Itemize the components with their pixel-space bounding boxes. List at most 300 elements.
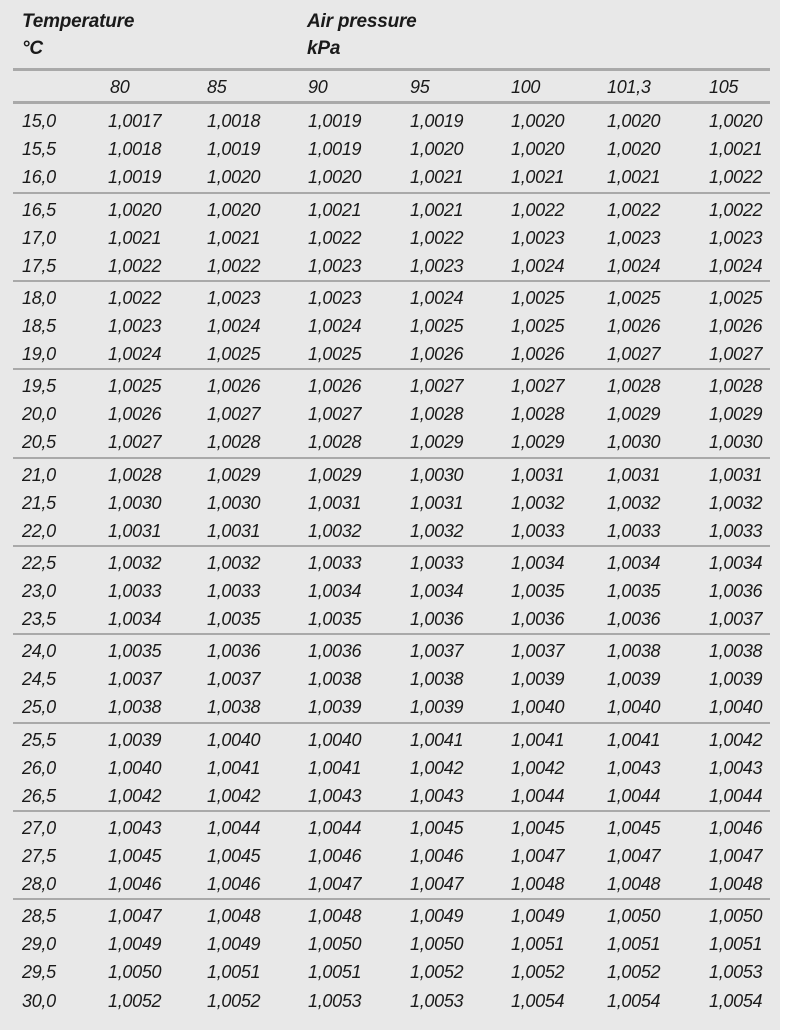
temperature-cell: 16,0 [22, 167, 56, 188]
table-row [0, 782, 780, 810]
value-cell: 1,0039 [410, 697, 464, 718]
value-cell: 1,0043 [308, 786, 362, 807]
value-cell: 1,0036 [511, 609, 565, 630]
value-cell: 1,0024 [709, 256, 763, 277]
temperature-cell: 24,5 [22, 669, 56, 690]
value-cell: 1,0032 [607, 493, 661, 514]
value-cell: 1,0036 [308, 641, 362, 661]
value-cell: 1,0033 [410, 553, 464, 573]
value-cell: 1,0032 [709, 493, 763, 514]
value-cell: 1,0021 [207, 228, 261, 249]
value-cell: 1,0043 [410, 786, 464, 807]
temperature-cell: 18,0 [22, 288, 56, 308]
value-cell: 1,0022 [108, 288, 162, 308]
value-cell: 1,0048 [607, 874, 661, 895]
value-cell: 1,0031 [207, 521, 261, 542]
value-cell: 1,0051 [308, 962, 362, 983]
value-cell: 1,0025 [511, 288, 565, 308]
group-divider [13, 368, 770, 370]
value-cell: 1,0018 [207, 111, 261, 131]
column-header: 95 [410, 77, 430, 97]
table-row [0, 605, 780, 633]
group-divider [13, 192, 770, 194]
temperature-cell: 21,0 [22, 465, 56, 485]
temperature-cell: 23,5 [22, 609, 56, 630]
value-cell: 1,0052 [607, 962, 661, 983]
value-cell: 1,0051 [207, 962, 261, 983]
value-cell: 1,0028 [108, 465, 162, 485]
value-cell: 1,0036 [207, 641, 261, 661]
value-cell: 1,0021 [410, 167, 464, 188]
value-cell: 1,0047 [709, 846, 763, 867]
value-cell: 1,0034 [511, 553, 565, 573]
value-cell: 1,0030 [207, 493, 261, 514]
value-cell: 1,0027 [108, 432, 162, 453]
table-row [0, 135, 780, 163]
value-cell: 1,0027 [607, 344, 661, 365]
value-cell: 1,0026 [308, 376, 362, 396]
value-cell: 1,0040 [709, 697, 763, 718]
table-row [0, 665, 780, 693]
temperature-cell: 22,5 [22, 553, 56, 573]
value-cell: 1,0034 [308, 581, 362, 602]
value-cell: 1,0044 [308, 818, 362, 838]
value-cell: 1,0031 [410, 493, 464, 514]
value-cell: 1,0043 [709, 758, 763, 779]
group-divider [13, 280, 770, 282]
table-row [0, 163, 780, 191]
temperature-cell: 22,0 [22, 521, 56, 542]
value-cell: 1,0041 [308, 758, 362, 779]
value-cell: 1,0039 [607, 669, 661, 690]
value-cell: 1,0044 [709, 786, 763, 807]
value-cell: 1,0020 [410, 139, 464, 160]
value-cell: 1,0021 [410, 200, 464, 220]
value-cell: 1,0017 [108, 111, 162, 131]
value-cell: 1,0026 [607, 316, 661, 337]
value-cell: 1,0037 [207, 669, 261, 690]
value-cell: 1,0032 [511, 493, 565, 514]
temperature-cell: 25,0 [22, 697, 56, 718]
value-cell: 1,0025 [410, 316, 464, 337]
value-cell: 1,0036 [709, 581, 763, 602]
value-cell: 1,0033 [607, 521, 661, 542]
value-cell: 1,0020 [607, 139, 661, 160]
value-cell: 1,0044 [511, 786, 565, 807]
table-row [0, 517, 780, 545]
group-divider [13, 545, 770, 547]
value-cell: 1,0049 [511, 906, 565, 926]
value-cell: 1,0028 [207, 432, 261, 453]
value-cell: 1,0025 [607, 288, 661, 308]
value-cell: 1,0030 [108, 493, 162, 514]
value-cell: 1,0047 [410, 874, 464, 895]
table-row [0, 693, 780, 721]
value-cell: 1,0027 [207, 404, 261, 425]
table-row [0, 814, 780, 842]
value-cell: 1,0021 [709, 139, 763, 160]
value-cell: 1,0033 [709, 521, 763, 542]
temperature-cell: 24,0 [22, 641, 56, 661]
value-cell: 1,0023 [511, 228, 565, 249]
value-cell: 1,0030 [410, 465, 464, 485]
pressure-label: Air pressure [307, 11, 417, 32]
table-row [0, 400, 780, 428]
table-row [0, 870, 780, 898]
value-cell: 1,0019 [108, 167, 162, 188]
value-cell: 1,0027 [308, 404, 362, 425]
value-cell: 1,0019 [207, 139, 261, 160]
value-cell: 1,0048 [207, 906, 261, 926]
value-cell: 1,0019 [308, 139, 362, 160]
value-cell: 1,0040 [511, 697, 565, 718]
value-cell: 1,0034 [410, 581, 464, 602]
value-cell: 1,0033 [308, 553, 362, 573]
temperature-cell: 17,5 [22, 256, 56, 277]
temperature-label: Temperature [22, 11, 135, 32]
columns-rule [13, 101, 770, 104]
value-cell: 1,0048 [709, 874, 763, 895]
value-cell: 1,0022 [207, 256, 261, 277]
value-cell: 1,0030 [607, 432, 661, 453]
table-row [0, 312, 780, 340]
value-cell: 1,0043 [108, 818, 162, 838]
value-cell: 1,0029 [308, 465, 362, 485]
column-header: 80 [110, 77, 130, 97]
value-cell: 1,0049 [108, 934, 162, 955]
value-cell: 1,0053 [709, 962, 763, 983]
value-cell: 1,0029 [709, 404, 763, 425]
value-cell: 1,0026 [410, 344, 464, 365]
value-cell: 1,0041 [607, 730, 661, 750]
value-cell: 1,0020 [511, 111, 565, 131]
value-cell: 1,0031 [709, 465, 763, 485]
value-cell: 1,0043 [607, 758, 661, 779]
value-cell: 1,0025 [709, 288, 763, 308]
table-row [0, 987, 780, 1015]
value-cell: 1,0045 [607, 818, 661, 838]
table-row [0, 224, 780, 252]
temperature-cell: 28,5 [22, 906, 56, 926]
value-cell: 1,0038 [607, 641, 661, 661]
value-cell: 1,0046 [207, 874, 261, 895]
value-cell: 1,0041 [207, 758, 261, 779]
value-cell: 1,0038 [108, 697, 162, 718]
temperature-cell: 20,0 [22, 404, 56, 425]
value-cell: 1,0048 [511, 874, 565, 895]
value-cell: 1,0042 [108, 786, 162, 807]
value-cell: 1,0052 [108, 990, 162, 1011]
table-row [0, 754, 780, 782]
value-cell: 1,0019 [410, 111, 464, 131]
value-cell: 1,0021 [108, 228, 162, 249]
value-cell: 1,0035 [207, 609, 261, 630]
value-cell: 1,0041 [410, 730, 464, 750]
value-cell: 1,0054 [607, 990, 661, 1011]
value-cell: 1,0047 [607, 846, 661, 867]
table-row [0, 489, 780, 517]
value-cell: 1,0036 [410, 609, 464, 630]
value-cell: 1,0028 [709, 376, 763, 396]
temperature-cell: 15,5 [22, 139, 56, 160]
temperature-unit: °C [22, 38, 43, 59]
table-row [0, 930, 780, 958]
value-cell: 1,0024 [511, 256, 565, 277]
value-cell: 1,0053 [410, 990, 464, 1011]
value-cell: 1,0051 [607, 934, 661, 955]
value-cell: 1,0037 [709, 609, 763, 630]
column-header: 90 [308, 77, 328, 97]
value-cell: 1,0039 [108, 730, 162, 750]
value-cell: 1,0047 [511, 846, 565, 867]
value-cell: 1,0046 [410, 846, 464, 867]
value-cell: 1,0033 [108, 581, 162, 602]
value-cell: 1,0022 [709, 167, 763, 188]
value-cell: 1,0018 [108, 139, 162, 160]
table-row [0, 577, 780, 605]
value-cell: 1,0037 [511, 641, 565, 661]
temperature-cell: 15,0 [22, 111, 56, 131]
value-cell: 1,0050 [709, 906, 763, 926]
column-header: 85 [207, 77, 227, 97]
temperature-cell: 16,5 [22, 200, 56, 220]
value-cell: 1,0026 [207, 376, 261, 396]
group-divider [13, 457, 770, 459]
value-cell: 1,0037 [410, 641, 464, 661]
value-cell: 1,0040 [308, 730, 362, 750]
table-row [0, 726, 780, 754]
value-cell: 1,0051 [511, 934, 565, 955]
value-cell: 1,0050 [410, 934, 464, 955]
value-cell: 1,0039 [511, 669, 565, 690]
temperature-cell: 28,0 [22, 874, 56, 895]
table-row [0, 842, 780, 870]
value-cell: 1,0025 [511, 316, 565, 337]
value-cell: 1,0020 [207, 167, 261, 188]
value-cell: 1,0046 [709, 818, 763, 838]
value-cell: 1,0051 [709, 934, 763, 955]
value-cell: 1,0054 [709, 990, 763, 1011]
value-cell: 1,0028 [607, 376, 661, 396]
pressure-heading [307, 8, 417, 62]
value-cell: 1,0020 [108, 200, 162, 220]
value-cell: 1,0029 [410, 432, 464, 453]
value-cell: 1,0022 [308, 228, 362, 249]
value-cell: 1,0050 [607, 906, 661, 926]
value-cell: 1,0033 [207, 581, 261, 602]
value-cell: 1,0039 [709, 669, 763, 690]
table-row [0, 637, 780, 665]
value-cell: 1,0038 [207, 697, 261, 718]
value-cell: 1,0020 [709, 111, 763, 131]
value-cell: 1,0053 [308, 990, 362, 1011]
value-cell: 1,0029 [207, 465, 261, 485]
temperature-cell: 27,5 [22, 846, 56, 867]
value-cell: 1,0022 [108, 256, 162, 277]
value-cell: 1,0046 [108, 874, 162, 895]
value-cell: 1,0028 [511, 404, 565, 425]
table-row [0, 340, 780, 368]
value-cell: 1,0026 [709, 316, 763, 337]
value-cell: 1,0032 [108, 553, 162, 573]
value-cell: 1,0047 [308, 874, 362, 895]
temperature-cell: 29,0 [22, 934, 56, 955]
pressure-columns-row [0, 73, 780, 103]
value-cell: 1,0027 [709, 344, 763, 365]
table-row [0, 428, 780, 456]
value-cell: 1,0027 [511, 376, 565, 396]
temperature-cell: 19,5 [22, 376, 56, 396]
value-cell: 1,0023 [308, 256, 362, 277]
value-cell: 1,0027 [410, 376, 464, 396]
value-cell: 1,0034 [607, 553, 661, 573]
group-divider [13, 722, 770, 724]
value-cell: 1,0032 [207, 553, 261, 573]
table-row [0, 549, 780, 577]
value-cell: 1,0044 [607, 786, 661, 807]
temperature-heading [22, 8, 134, 62]
value-cell: 1,0037 [108, 669, 162, 690]
value-cell: 1,0045 [511, 818, 565, 838]
table-row [0, 196, 780, 224]
temperature-cell: 29,5 [22, 962, 56, 983]
temperature-cell: 23,0 [22, 581, 56, 602]
value-cell: 1,0034 [709, 553, 763, 573]
value-cell: 1,0023 [607, 228, 661, 249]
temperature-cell: 26,0 [22, 758, 56, 779]
value-cell: 1,0028 [308, 432, 362, 453]
value-cell: 1,0022 [410, 228, 464, 249]
value-cell: 1,0038 [308, 669, 362, 690]
value-cell: 1,0035 [308, 609, 362, 630]
value-cell: 1,0040 [207, 730, 261, 750]
table-row [0, 958, 780, 986]
value-cell: 1,0020 [207, 200, 261, 220]
value-cell: 1,0024 [207, 316, 261, 337]
value-cell: 1,0031 [607, 465, 661, 485]
temperature-cell: 17,0 [22, 228, 56, 249]
value-cell: 1,0024 [108, 344, 162, 365]
value-cell: 1,0030 [709, 432, 763, 453]
value-cell: 1,0029 [511, 432, 565, 453]
value-cell: 1,0052 [207, 990, 261, 1011]
value-cell: 1,0023 [308, 288, 362, 308]
value-cell: 1,0023 [207, 288, 261, 308]
value-cell: 1,0035 [607, 581, 661, 602]
temperature-cell: 18,5 [22, 316, 56, 337]
value-cell: 1,0052 [410, 962, 464, 983]
value-cell: 1,0042 [709, 730, 763, 750]
value-cell: 1,0044 [207, 818, 261, 838]
value-cell: 1,0046 [308, 846, 362, 867]
value-cell: 1,0031 [511, 465, 565, 485]
value-cell: 1,0050 [308, 934, 362, 955]
value-cell: 1,0025 [207, 344, 261, 365]
value-cell: 1,0035 [511, 581, 565, 602]
temperature-cell: 20,5 [22, 432, 56, 453]
value-cell: 1,0022 [709, 200, 763, 220]
value-cell: 1,0024 [607, 256, 661, 277]
value-cell: 1,0020 [511, 139, 565, 160]
value-cell: 1,0028 [410, 404, 464, 425]
table-header [0, 0, 780, 70]
table-row [0, 902, 780, 930]
value-cell: 1,0022 [607, 200, 661, 220]
value-cell: 1,0021 [511, 167, 565, 188]
value-cell: 1,0039 [308, 697, 362, 718]
table-row [0, 284, 780, 312]
value-cell: 1,0032 [410, 521, 464, 542]
value-cell: 1,0048 [308, 906, 362, 926]
value-cell: 1,0021 [308, 200, 362, 220]
temperature-cell: 21,5 [22, 493, 56, 514]
value-cell: 1,0045 [207, 846, 261, 867]
value-cell: 1,0040 [108, 758, 162, 779]
value-cell: 1,0023 [108, 316, 162, 337]
value-cell: 1,0034 [108, 609, 162, 630]
value-cell: 1,0021 [607, 167, 661, 188]
table-row [0, 107, 780, 135]
value-cell: 1,0020 [607, 111, 661, 131]
value-cell: 1,0052 [511, 962, 565, 983]
temperature-cell: 27,0 [22, 818, 56, 838]
value-cell: 1,0045 [410, 818, 464, 838]
value-cell: 1,0040 [607, 697, 661, 718]
table-row [0, 252, 780, 280]
value-cell: 1,0026 [108, 404, 162, 425]
value-cell: 1,0049 [410, 906, 464, 926]
value-cell: 1,0025 [108, 376, 162, 396]
value-cell: 1,0036 [607, 609, 661, 630]
value-cell: 1,0038 [410, 669, 464, 690]
temperature-cell: 30,0 [22, 990, 56, 1011]
value-cell: 1,0023 [410, 256, 464, 277]
value-cell: 1,0054 [511, 990, 565, 1011]
value-cell: 1,0041 [511, 730, 565, 750]
table-row [0, 372, 780, 400]
column-header: 100 [511, 77, 541, 97]
value-cell: 1,0047 [108, 906, 162, 926]
value-cell: 1,0049 [207, 934, 261, 955]
group-divider [13, 633, 770, 635]
value-cell: 1,0029 [607, 404, 661, 425]
value-cell: 1,0026 [511, 344, 565, 365]
value-cell: 1,0024 [308, 316, 362, 337]
value-cell: 1,0038 [709, 641, 763, 661]
value-cell: 1,0024 [410, 288, 464, 308]
group-divider [13, 810, 770, 812]
value-cell: 1,0023 [709, 228, 763, 249]
value-cell: 1,0019 [308, 111, 362, 131]
temperature-cell: 25,5 [22, 730, 56, 750]
value-cell: 1,0020 [308, 167, 362, 188]
group-divider [13, 898, 770, 900]
temperature-cell: 26,5 [22, 786, 56, 807]
header-rule [13, 68, 770, 71]
column-header: 105 [709, 77, 739, 97]
table-row [0, 461, 780, 489]
value-cell: 1,0045 [108, 846, 162, 867]
pressure-unit: kPa [307, 38, 341, 59]
value-cell: 1,0035 [108, 641, 162, 661]
value-cell: 1,0032 [308, 521, 362, 542]
value-cell: 1,0050 [108, 962, 162, 983]
value-cell: 1,0033 [511, 521, 565, 542]
value-cell: 1,0042 [511, 758, 565, 779]
temperature-cell: 19,0 [22, 344, 56, 365]
value-cell: 1,0031 [108, 521, 162, 542]
column-header: 101,3 [607, 77, 651, 97]
